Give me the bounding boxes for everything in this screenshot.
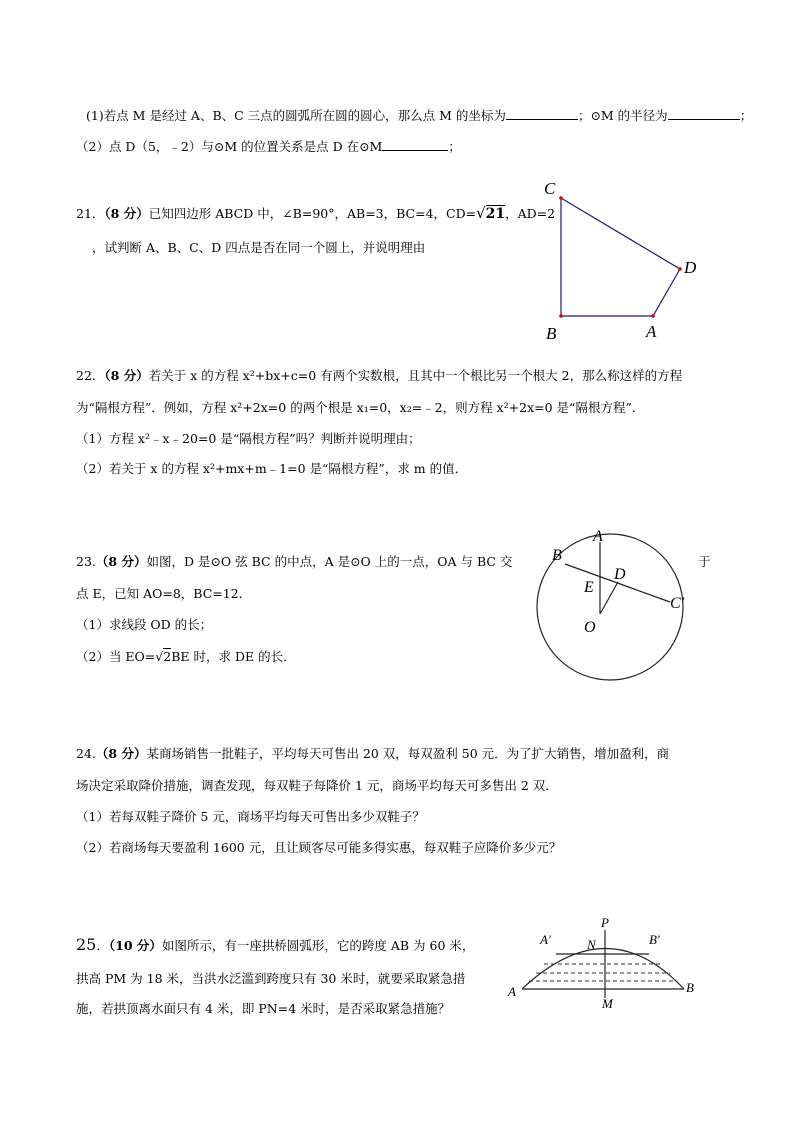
q20-part2 xyxy=(76,137,461,155)
q25-score: （10 分） xyxy=(108,938,162,953)
q21-line2 xyxy=(92,238,425,256)
q25-number-dot: ． xyxy=(96,938,109,953)
q21-text: 已知四边形 ABCD 中，∠B=90°，AB=3，BC=4，CD= xyxy=(148,206,477,221)
q24-part1-text: （1）若每双鞋子降价 5 元，商场平均每天可售出多少双鞋子？ xyxy=(76,809,425,824)
q23-part2 xyxy=(76,647,296,665)
q24-line2 xyxy=(76,776,558,794)
q21-number: 21． xyxy=(76,206,105,221)
q21-quadrilateral-figure xyxy=(536,176,706,346)
vertex-b-dot xyxy=(559,314,563,318)
q23-part2-text-a: （2）当 EO= xyxy=(76,649,156,664)
q24-text-line2: 场决定采取降价措施，调查发现，每双鞋子每降价 1 元，商场平均每天可多售出 2 双． xyxy=(76,778,558,793)
q21-text-end: ，AD=2 xyxy=(505,206,556,221)
q20-part1 xyxy=(86,106,752,124)
q22-part2 xyxy=(76,459,467,477)
q22-score: （8 分） xyxy=(104,368,149,383)
label-n: N xyxy=(587,937,596,952)
q21-sqrt-value: 21 xyxy=(485,206,506,222)
q22-text: 若关于 x 的方程 x²+bx+c=0 有两个实数根，且其中一个根比另一个根大 2，那么称这样的方程 xyxy=(148,368,683,383)
label-b: B xyxy=(686,980,694,995)
label-p: P xyxy=(601,915,609,930)
q22-part1-text: （1）方程 x²﹣x﹣20=0 是“隔根方程”吗？判断并说明理由； xyxy=(76,431,421,446)
q21-text-line2: ，试判断 A、B、C、D 四点是否在同一个圆上，并说明理由 xyxy=(92,240,426,255)
label-m: M xyxy=(602,996,613,1011)
q24-part2 xyxy=(76,838,561,856)
q20-radius-text: ；⊙M 的半径为 xyxy=(577,108,668,123)
sqrt-icon: √ xyxy=(155,649,164,664)
q20-position-blank[interactable] xyxy=(382,138,448,151)
q23-circle-figure xyxy=(530,528,690,688)
q20-radius-blank[interactable] xyxy=(668,107,740,120)
label-b: B xyxy=(546,324,557,343)
q23-part2-text-b: BE 时，求 DE 的长． xyxy=(171,649,296,664)
q25-text-line2: 拱高 PM 为 18 米，当洪水泛滥到跨度只有 30 米时，就要采取紧急措 xyxy=(76,971,466,986)
sqrt-icon: √ xyxy=(476,204,486,222)
q22-line1 xyxy=(76,366,682,384)
q20-part2-end: ； xyxy=(448,139,461,154)
q22-part2-text: （2）若关于 x 的方程 x²+mx+m﹣1=0 是“隔根方程”，求 m 的值． xyxy=(76,461,468,476)
q25-number: 25 xyxy=(76,935,97,954)
q21-line1 xyxy=(76,204,555,222)
q23-part1 xyxy=(76,615,212,633)
q25-line3 xyxy=(76,999,450,1017)
q22-line2 xyxy=(76,398,644,416)
q22-text-line2: 为“隔根方程”．例如，方程 x²+2x=0 的两个根是 x₁=0，x₂=﹣2，则方程 x²+2x=0 是“隔根方程”． xyxy=(76,400,645,415)
q22-number: 22． xyxy=(76,368,105,383)
q23-part1-text: （1）求线段 OD 的长； xyxy=(76,617,213,632)
q23-text: 如图，D 是⊙O 弦 BC 的中点，A 是⊙O 上的一点，OA 与 BC 交 xyxy=(146,554,513,569)
vertex-d-dot xyxy=(678,267,682,271)
label-e: E xyxy=(584,579,594,596)
quadrilateral-abcd xyxy=(561,198,680,316)
q24-text: 某商场销售一批鞋子，平均每天可售出 20 双，每双盈利 50 元．为了扩大销售，增加盈利，商 xyxy=(146,746,670,761)
q21-score: （8 分） xyxy=(104,206,149,221)
q25-text-line3: 施，若拱顶离水面只有 4 米，即 PN=4 米时，是否采取紧急措施？ xyxy=(76,1001,451,1016)
label-d: D xyxy=(614,566,626,583)
q24-line1 xyxy=(76,744,669,762)
label-b: B xyxy=(552,547,562,564)
label-a: A xyxy=(593,528,603,545)
label-a: A xyxy=(646,322,657,341)
q20-part1-text: (1)若点 M 是经过 A、B、C 三点的圆弧所在圆的圆心，那么点 M 的坐标为 xyxy=(86,108,506,123)
q24-number: 24. xyxy=(76,746,96,761)
q25-line1 xyxy=(76,935,474,954)
q25-arch-bridge-figure xyxy=(504,914,704,1012)
label-o: O xyxy=(584,619,596,636)
label-a-prime: A′ xyxy=(540,932,551,947)
q23-line1 xyxy=(76,552,512,570)
q23-line2 xyxy=(76,584,251,602)
label-a: A xyxy=(508,984,516,999)
q20-part2-text: （2）点 D（5，﹣2）与⊙M 的位置关系是点 D 在⊙M xyxy=(76,139,383,154)
label-d: D xyxy=(684,258,697,277)
q20-part1-end: ； xyxy=(739,108,753,123)
q23-text-line2: 点 E，已知 AO=8，BC=12． xyxy=(76,586,252,601)
label-c: C' xyxy=(670,595,685,612)
q23-number: 23. xyxy=(76,554,96,569)
q23-score: （8 分） xyxy=(95,554,147,569)
q24-part2-text: （2）若商场每天要盈利 1600 元，且让顾客尽可能多得实惠，每双鞋子应降价多少元？ xyxy=(76,840,562,855)
segment-od xyxy=(600,582,618,614)
q23-part2-sqrt: 2 xyxy=(163,649,172,664)
q23-text-tail: 于 xyxy=(698,554,711,569)
q22-part1 xyxy=(76,429,421,447)
vertex-a-dot xyxy=(651,314,655,318)
q24-score: （8 分） xyxy=(95,746,147,761)
label-c: C xyxy=(544,179,556,198)
label-b-prime: B′ xyxy=(649,932,660,947)
q25-line2 xyxy=(76,969,465,987)
q20-coordinate-blank[interactable] xyxy=(506,107,578,120)
vertex-c-dot xyxy=(559,196,563,200)
q25-text: 如图所示，有一座拱桥圆弧形，它的跨度 AB 为 60 米， xyxy=(161,938,475,953)
q24-part1 xyxy=(76,807,425,825)
q23-line1-tail xyxy=(698,552,711,570)
